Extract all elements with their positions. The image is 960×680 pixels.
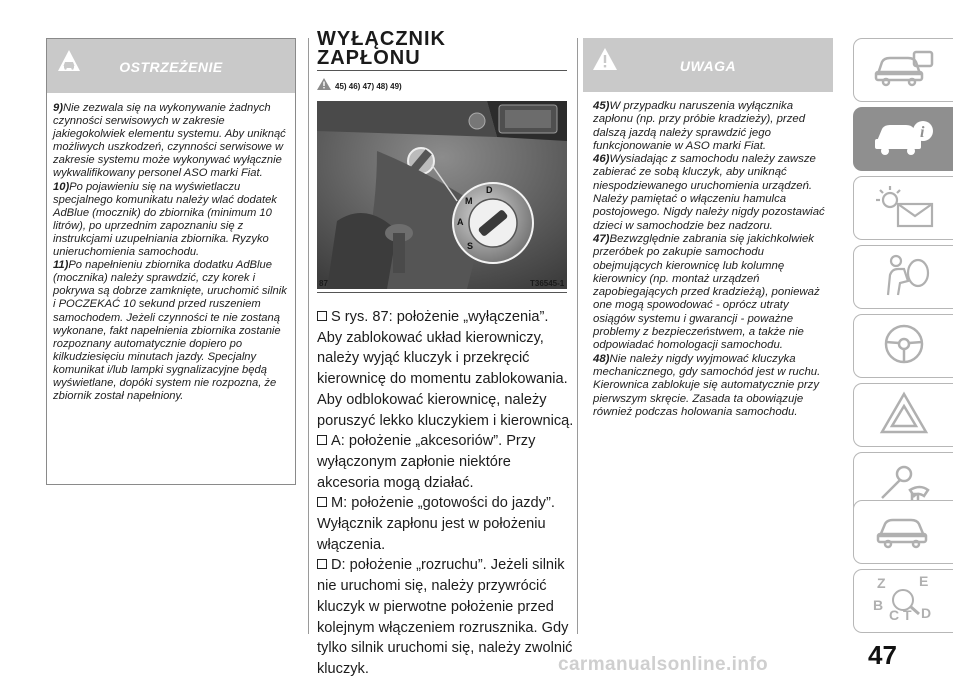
- column-divider: [577, 38, 578, 634]
- warning-header: [47, 39, 295, 93]
- position-paragraph: [317, 493, 575, 555]
- warning-item: [53, 181, 291, 260]
- caution-box: [583, 38, 833, 419]
- figure-rule: [317, 292, 567, 293]
- warning-title: OSTRZEŻENIE: [119, 59, 223, 75]
- tab-warning-lights[interactable]: [853, 176, 953, 240]
- references: [317, 78, 402, 94]
- square-bullet-icon: [317, 435, 327, 445]
- position-text: S rys. 87: położenie „wyłączenia”. Aby zablokować układ kierowniczy, należy wyjąć kluczyk i przekręcić kierownicę do momentu zablokowania. Aby odblokować kierownicę, należy poruszyć lekko kluczykiem i kierownicą.: [317, 309, 574, 429]
- index-letter: C: [888, 606, 899, 623]
- caution-item: [593, 153, 829, 233]
- switch-label-a: A: [457, 217, 464, 227]
- position-text: A: położenie „akcesoriów”. Przy wyłączonym zapłonie niektóre akcesoria mogą działać.: [317, 433, 536, 491]
- caution-item-text: Nie należy nigdy wyjmować kluczyka mechanicznego, gdy samochód jest w ruchu. Kierownica zablokuje się automatycznie przy pierwszym skręcie. Zasada ta obowiązuje również podczas holowania samochodu.: [593, 352, 821, 418]
- caution-item: [593, 353, 829, 419]
- ignition-positions-text: [317, 307, 575, 680]
- tab-technical-data[interactable]: [853, 500, 953, 564]
- position-paragraph: [317, 431, 575, 493]
- section-title-line2: ZAPŁONU: [317, 47, 421, 69]
- position-paragraph: [317, 307, 575, 431]
- index-letter: T: [902, 606, 912, 623]
- caution-item-text: W przypadku naruszenia wyłącznika zapłonu (np. przy próbie kradzieży), przed dalszą jazdą należy sprawdzić jego funkcjonowanie w ASO marki Fiat.: [593, 100, 806, 152]
- figure-number: 87: [319, 279, 328, 288]
- caution-item-number: 46): [593, 153, 610, 166]
- square-bullet-icon: [317, 311, 327, 321]
- index-letter: B: [872, 596, 883, 613]
- technical-data-car-icon: [874, 510, 934, 555]
- svg-text:i: i: [919, 123, 924, 141]
- caution-item: [593, 100, 829, 153]
- position-text: D: położenie „rozruchu”. Jeżeli silnik nie uruchomi się, należy przywrócić kluczyk w pierwotne położenie przed kolejnym włączeniem rozrusznika. Gdy tylko silnik uruchomi się, należy zwolnić kluczyk.: [317, 557, 573, 677]
- switch-label-d: D: [486, 185, 493, 195]
- index-letters-icon: [869, 574, 939, 629]
- switch-label-s: S: [467, 241, 474, 251]
- warning-item-number: 9): [53, 102, 63, 114]
- index-letter: Z: [876, 574, 886, 591]
- index-letter: E: [918, 573, 928, 589]
- warning-item: [53, 259, 291, 403]
- square-bullet-icon: [317, 497, 327, 507]
- warning-item: [53, 102, 291, 181]
- figure-code: T36545-1: [530, 279, 565, 288]
- warning-item-number: 10): [53, 180, 70, 193]
- switch-label-m: M: [465, 196, 473, 206]
- title-rule: [317, 70, 567, 71]
- car-overview-icon: [874, 48, 934, 93]
- warning-item-text: Po pojawieniu się na wyświetlaczu specjalnego komunikatu należy wlać dodatek AdBlue (mocznik) do zbiornika (minimum 10 litrów), po uprzednim zapoznaniu się z instrukcjami uzupełniania zbiornika. Ryzyko unieruchomienia samochodu.: [53, 180, 277, 259]
- caution-title: UWAGA: [679, 58, 737, 74]
- position-paragraph: [317, 555, 575, 679]
- ignition-switch-photo: [317, 101, 567, 289]
- position-text: M: położenie „gotowości do jazdy”. Wyłącznik zapłonu jest w położeniu włączenia.: [317, 495, 555, 553]
- square-bullet-icon: [317, 559, 327, 569]
- tab-index[interactable]: [853, 569, 953, 633]
- warning-text: [47, 93, 295, 403]
- caution-item-number: 48): [593, 352, 610, 365]
- caution-ref-icon: [317, 77, 331, 95]
- steering-wheel-icon: [879, 322, 929, 371]
- tab-airbag-safety[interactable]: [853, 245, 953, 309]
- watermark: carmanualsonline.info: [558, 654, 769, 675]
- warning-item-text: Po napełnieniu zbiornika dodatku AdBlue (mocznika) należy sprawdzić, czy korek i pokrywa są dobrze zamknięte, uruchomić silnik i POCZEKAĆ 10 sekund przed ruszeniem samochodem. Jeżeli czynności te nie zostaną wykonane, fakt napełnienia zbiornika zostanie rozpoznany automatycznie dopiero po kilkudziesięciu minutach jazdy. Specjalny komunikat i/lub lampki sygnalizacyjne będą wyświetlane, dopóki system nie rozpozna, że zbiornik został napełniony.: [53, 259, 287, 403]
- caution-header: [583, 38, 833, 92]
- emergency-triangle-icon: [879, 391, 929, 440]
- page-number: 47: [868, 640, 897, 670]
- warning-item-text: Nie zezwala się na wykonywanie żadnych czynności serwisowych w zakresie jakiegokolwiek elementu systemu. Aby uniknąć możliwych uszkodzeń, czynności serwisowe w zakresie systemu może wykonywać wyłącznie wykwalifikowany personel ASO marki Fiat.: [53, 102, 286, 180]
- tab-car-info[interactable]: [853, 107, 953, 171]
- tab-car-overview[interactable]: [853, 38, 953, 102]
- warning-box: [46, 38, 296, 485]
- reference-numbers: 45) 46) 47) 48) 49): [335, 81, 402, 91]
- caution-item: [593, 233, 829, 353]
- index-letter: D: [920, 604, 931, 621]
- warning-item-number: 11): [53, 259, 69, 272]
- section-title: [317, 30, 567, 68]
- caution-text: [583, 92, 833, 419]
- tab-steering[interactable]: [853, 314, 953, 378]
- section-title-line1: WYŁĄCZNIK: [317, 28, 446, 50]
- warning-lights-icon: [872, 184, 936, 233]
- airbag-safety-icon: [874, 253, 934, 302]
- column-divider: [308, 38, 309, 634]
- caution-item-number: 47): [593, 232, 610, 245]
- tab-emergency[interactable]: [853, 383, 953, 447]
- car-info-icon: [873, 117, 935, 162]
- caution-item-text: Wysiadając z samochodu należy zawsze zabierać ze sobą kluczyk, aby uniknąć niespodziewanego uruchomienia urządzeń. Należy pamiętać o włączeniu hamulca postojowego. Nigdy należy nigdy pozostawiać dzieci w samochodzie bez nadzoru.: [593, 153, 825, 232]
- caution-item-text: Bezwzględnie zabrania się jakichkolwiek przeróbek po zakupie samochodu obejmujących kierownicę lub kolumnę kierownicy (np. montaż urządzeń zapobiegających przed kradzieżą), ponieważ one mogą spowodować - oprócz utraty osiągów systemu i gwarancji - poważne problemy z bezpieczeństwem, a także nie odpowiadać homologacji samochodu.: [593, 232, 820, 352]
- caution-item-number: 45): [593, 100, 610, 112]
